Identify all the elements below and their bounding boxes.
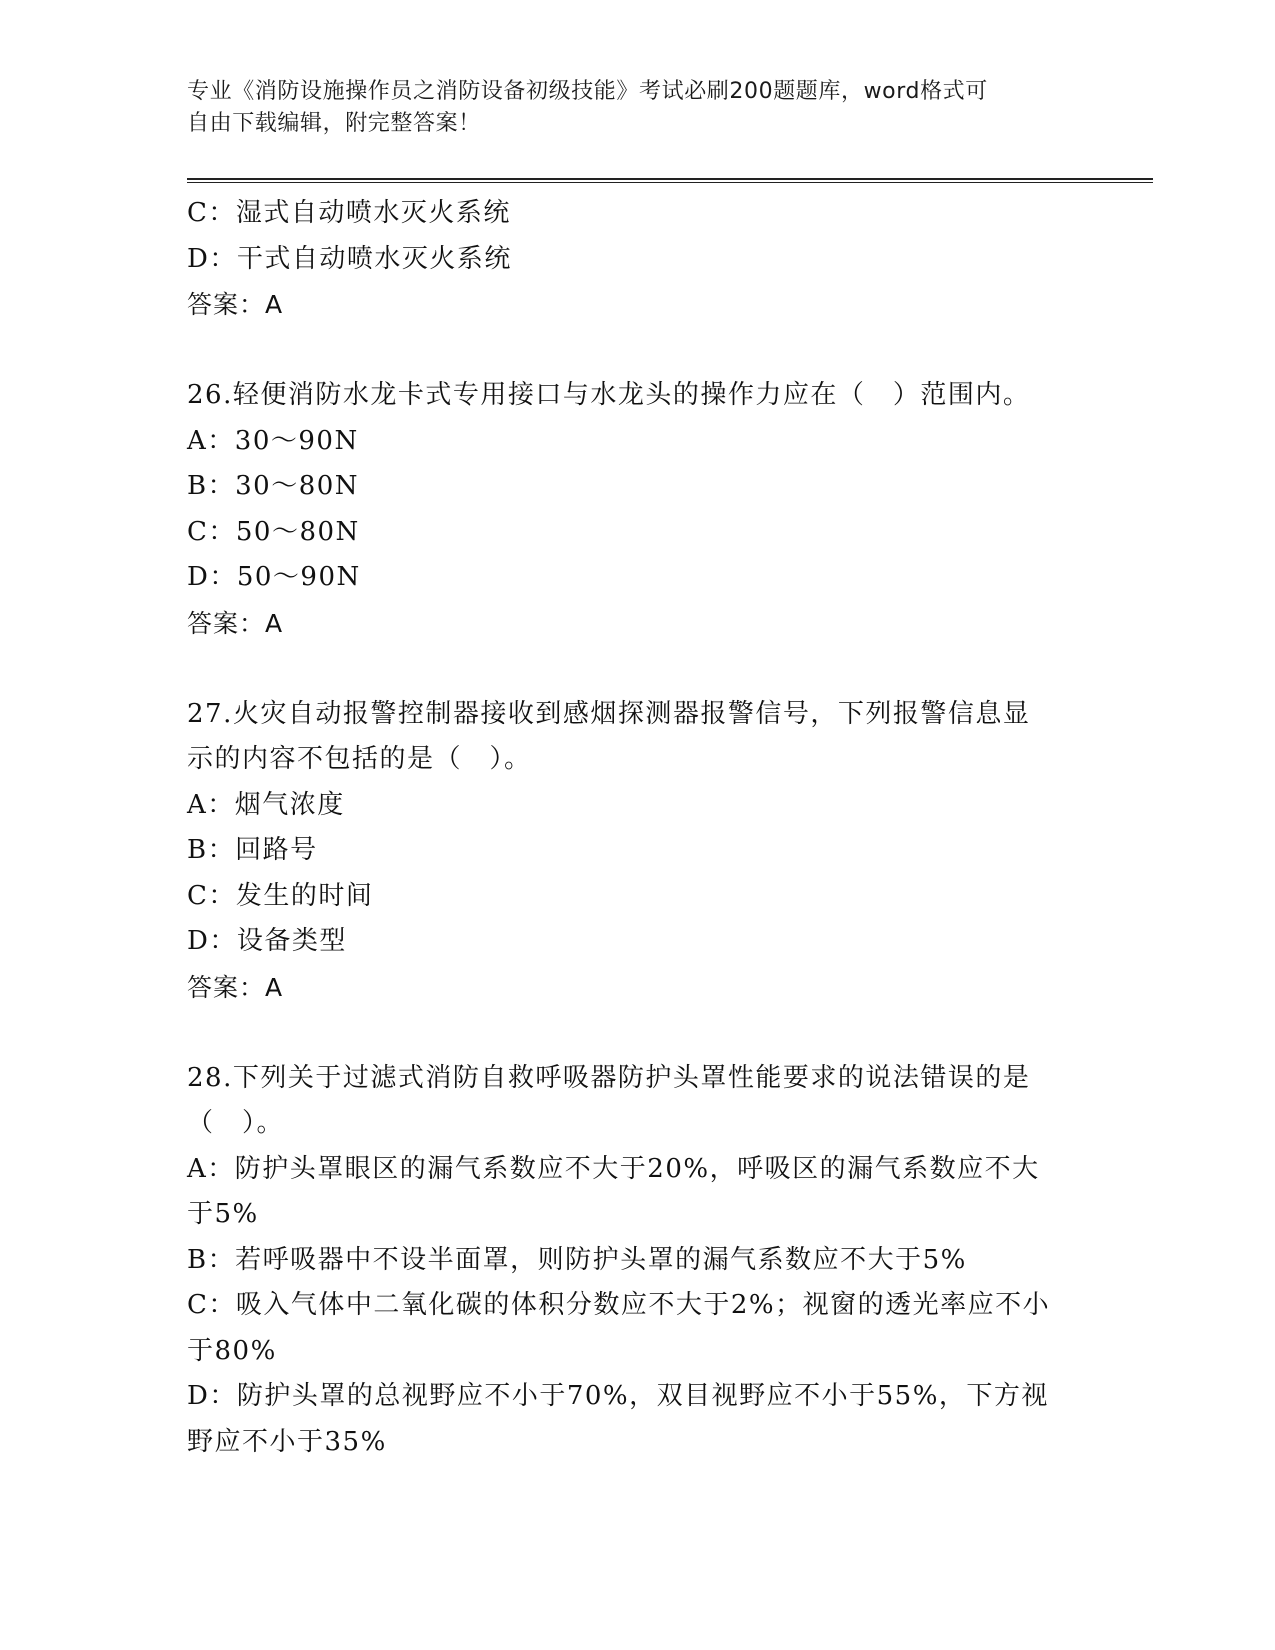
option-d-continued: 野应不小于35% — [187, 1426, 387, 1457]
question-block — [187, 692, 1087, 1011]
question-block — [187, 373, 1087, 646]
option-a: A：烟气浓度 — [187, 789, 345, 820]
header-divider — [187, 178, 1153, 183]
option-d: D：干式自动喷水灭火系统 — [187, 243, 512, 274]
question-stem-continued: （ ）。 — [187, 1108, 285, 1138]
question-stem: 28.下列关于过滤式消防自救呼吸器防护头罩性能要求的说法错误的是 — [187, 1062, 1031, 1093]
answer-line: 答案：A — [187, 972, 284, 1002]
option-a-continued: 于5% — [187, 1199, 259, 1229]
question-list — [187, 191, 1087, 1465]
spacer — [187, 328, 1087, 374]
answer-line: 答案：A — [187, 290, 284, 319]
header-title-line-2: 自由下载编辑，附完整答案！ — [187, 111, 481, 136]
answer-line: 答案：A — [187, 608, 284, 638]
spacer — [187, 646, 1087, 692]
question-stem: 27.火灾自动报警控制器接收到感烟探测器报警信号，下列报警信息显 — [187, 698, 1031, 729]
document-header — [187, 76, 1067, 140]
option-a: A：30～90N — [187, 425, 359, 456]
question-stem-continued: 示的内容不包括的是（ ）。 — [187, 744, 532, 774]
option-b: B：30～80N — [187, 471, 360, 501]
question-block — [187, 191, 1087, 328]
option-d: D：防护头罩的总视野应不小于70%，双目视野应不小于55%，下方视 — [187, 1381, 1049, 1411]
option-c: C：湿式自动喷水灭火系统 — [187, 198, 511, 228]
option-c-continued: 于80% — [187, 1335, 277, 1366]
spacer — [187, 1010, 1087, 1056]
option-b: B：若呼吸器中不设半面罩，则防护头罩的漏气系数应不大于5% — [187, 1244, 967, 1275]
option-c: C：吸入气体中二氧化碳的体积分数应不大于2%；视窗的透光率应不小 — [187, 1290, 1051, 1320]
question-stem: 26.轻便消防水龙卡式专用接口与水龙头的操作力应在（ ）范围内。 — [187, 380, 1031, 410]
option-b: B：回路号 — [187, 835, 318, 865]
question-block — [187, 1056, 1087, 1466]
option-d: D：设备类型 — [187, 926, 347, 956]
option-c: C：发生的时间 — [187, 880, 374, 911]
option-c: C：50～80N — [187, 516, 360, 547]
header-title-line-1: 专业《消防设施操作员之消防设备初级技能》考试必刷200题题库，word格式可 — [187, 79, 988, 104]
option-a: A：防护头罩眼区的漏气系数应不大于20%，呼吸区的漏气系数应不大 — [187, 1153, 1040, 1184]
option-d: D：50～90N — [187, 562, 361, 592]
